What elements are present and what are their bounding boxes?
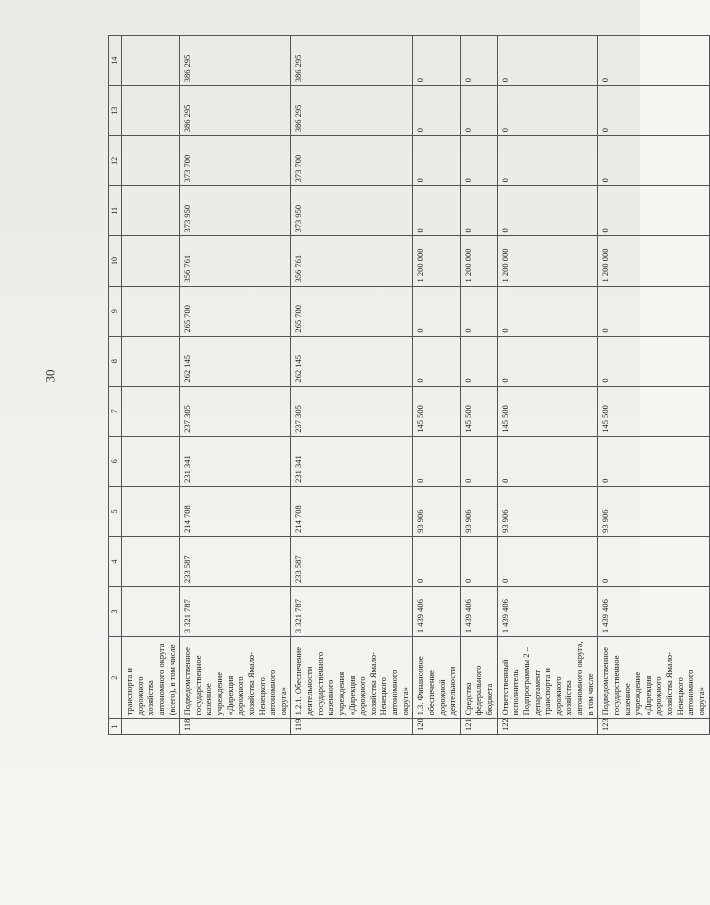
row-name-cell: 1.2.1. Обеспечение деятельности государственного казенного учреждения «Дирекция дорожного хозяйства Ямало-Ненецкого автономного округа» — [291, 637, 413, 719]
header-cell: 11 — [109, 186, 122, 236]
row-number-cell: 123 — [598, 719, 709, 735]
value-cell: 214 708 — [180, 486, 291, 536]
header-cell: 13 — [109, 86, 122, 136]
value-cell: 0 — [598, 36, 709, 86]
value-cell: 373 700 — [180, 136, 291, 186]
value-cell: 0 — [598, 436, 709, 486]
table-body — [122, 36, 710, 735]
row-name-cell: Подведомственное государственное казенное учреждение «Дирекция дорожного хозяйства Ямало-Ненецкого автономного округа» — [180, 637, 291, 719]
value-cell: 1 439 406 — [598, 586, 709, 636]
value-cell: 1 200 000 — [598, 236, 709, 286]
value-cell — [122, 436, 180, 486]
value-cell: 1 200 000 — [497, 236, 598, 286]
header-cell: 5 — [109, 486, 122, 536]
value-cell: 0 — [460, 536, 497, 586]
table-row — [291, 36, 413, 735]
value-cell: 0 — [460, 436, 497, 486]
header-cell: 10 — [109, 236, 122, 286]
value-cell: 0 — [460, 86, 497, 136]
value-cell: 1 439 406 — [460, 586, 497, 636]
value-cell: 0 — [460, 136, 497, 186]
value-cell: 0 — [497, 436, 598, 486]
value-cell: 145 500 — [598, 386, 709, 436]
header-cell: 3 — [109, 586, 122, 636]
row-number-cell — [122, 719, 180, 735]
value-cell: 0 — [460, 336, 497, 386]
page-number: 30 — [42, 369, 58, 383]
row-name-cell: Ответственный исполнитель Подпрограммы 2 – департамент транспорта и дорожного хозяйства автономного округа, в том числе — [497, 637, 598, 719]
value-cell: 0 — [413, 336, 461, 386]
value-cell: 0 — [413, 186, 461, 236]
value-cell: 237 305 — [291, 386, 413, 436]
row-number-cell: 121 — [460, 719, 497, 735]
value-cell: 231 341 — [180, 436, 291, 486]
header-cell: 4 — [109, 536, 122, 586]
value-cell: 214 708 — [291, 486, 413, 536]
header-cell: 12 — [109, 136, 122, 186]
table-row — [460, 36, 497, 735]
value-cell: 0 — [460, 186, 497, 236]
value-cell: 373 950 — [180, 186, 291, 236]
value-cell: 0 — [598, 186, 709, 236]
header-cell: 9 — [109, 286, 122, 336]
value-cell: 0 — [413, 136, 461, 186]
value-cell: 262 145 — [180, 336, 291, 386]
value-cell — [122, 186, 180, 236]
value-cell: 0 — [598, 86, 709, 136]
table-header-row — [109, 36, 122, 735]
value-cell: 231 341 — [291, 436, 413, 486]
row-number-cell: 122 — [497, 719, 598, 735]
value-cell: 373 700 — [291, 136, 413, 186]
value-cell — [122, 36, 180, 86]
header-cell: 7 — [109, 386, 122, 436]
header-cell: 8 — [109, 336, 122, 386]
value-cell: 0 — [413, 536, 461, 586]
value-cell — [122, 136, 180, 186]
value-cell: 373 950 — [291, 186, 413, 236]
row-name-cell: Средства федерального бюджета — [460, 637, 497, 719]
header-cell: 1 — [109, 719, 122, 735]
row-number-cell: 119 — [291, 719, 413, 735]
value-cell: 1 200 000 — [460, 236, 497, 286]
value-cell: 0 — [497, 36, 598, 86]
value-cell: 237 305 — [180, 386, 291, 436]
value-cell: 386 295 — [180, 36, 291, 86]
row-number-cell: 118 — [180, 719, 291, 735]
value-cell: 0 — [497, 186, 598, 236]
value-cell: 3 321 787 — [291, 586, 413, 636]
rotated-table-wrapper — [108, 35, 706, 735]
value-cell — [122, 586, 180, 636]
budget-table — [108, 35, 710, 735]
value-cell: 0 — [413, 36, 461, 86]
value-cell — [122, 236, 180, 286]
value-cell: 0 — [460, 286, 497, 336]
value-cell: 0 — [497, 336, 598, 386]
value-cell: 93 906 — [497, 486, 598, 536]
value-cell — [122, 486, 180, 536]
table-row — [413, 36, 461, 735]
value-cell: 233 587 — [291, 536, 413, 586]
row-name-cell: Подведомственное государственное казенное учреждение «Дирекция дорожного хозяйства Ямало-Ненецкого автономного округа» — [598, 637, 709, 719]
table-row — [180, 36, 291, 735]
table-row — [497, 36, 598, 735]
value-cell: 3 321 787 — [180, 586, 291, 636]
header-cell: 14 — [109, 36, 122, 86]
value-cell: 0 — [497, 86, 598, 136]
table-row — [598, 36, 709, 735]
value-cell — [122, 286, 180, 336]
value-cell: 233 587 — [180, 536, 291, 586]
value-cell: 1 439 406 — [413, 586, 461, 636]
value-cell: 356 761 — [291, 236, 413, 286]
value-cell: 93 906 — [598, 486, 709, 536]
value-cell: 386 295 — [291, 86, 413, 136]
value-cell: 0 — [413, 86, 461, 136]
value-cell: 0 — [598, 286, 709, 336]
row-number-cell: 120 — [413, 719, 461, 735]
value-cell: 265 700 — [180, 286, 291, 336]
header-cell: 6 — [109, 436, 122, 486]
value-cell: 262 145 — [291, 336, 413, 386]
value-cell: 0 — [413, 286, 461, 336]
value-cell: 145 500 — [413, 386, 461, 436]
value-cell: 1 439 406 — [497, 586, 598, 636]
value-cell: 0 — [497, 536, 598, 586]
value-cell — [122, 86, 180, 136]
value-cell: 93 906 — [413, 486, 461, 536]
header-cell: 2 — [109, 637, 122, 719]
value-cell: 1 200 000 — [413, 236, 461, 286]
value-cell: 0 — [598, 336, 709, 386]
value-cell: 356 761 — [180, 236, 291, 286]
value-cell — [122, 536, 180, 586]
value-cell — [122, 386, 180, 436]
value-cell: 0 — [497, 286, 598, 336]
row-name-cell: транспорта и дорожного хозяйства автономного округа (всего), в том числе — [122, 637, 180, 719]
value-cell: 145 500 — [460, 386, 497, 436]
value-cell: 0 — [460, 36, 497, 86]
value-cell: 0 — [497, 136, 598, 186]
value-cell: 145 500 — [497, 386, 598, 436]
value-cell: 386 295 — [180, 86, 291, 136]
table-row — [122, 36, 180, 735]
value-cell: 0 — [598, 536, 709, 586]
value-cell: 386 295 — [291, 36, 413, 86]
value-cell: 0 — [413, 436, 461, 486]
row-name-cell: 1.3. Финансовое обеспечение дорожной деятельности — [413, 637, 461, 719]
value-cell — [122, 336, 180, 386]
value-cell: 265 700 — [291, 286, 413, 336]
value-cell: 93 906 — [460, 486, 497, 536]
value-cell: 0 — [598, 136, 709, 186]
